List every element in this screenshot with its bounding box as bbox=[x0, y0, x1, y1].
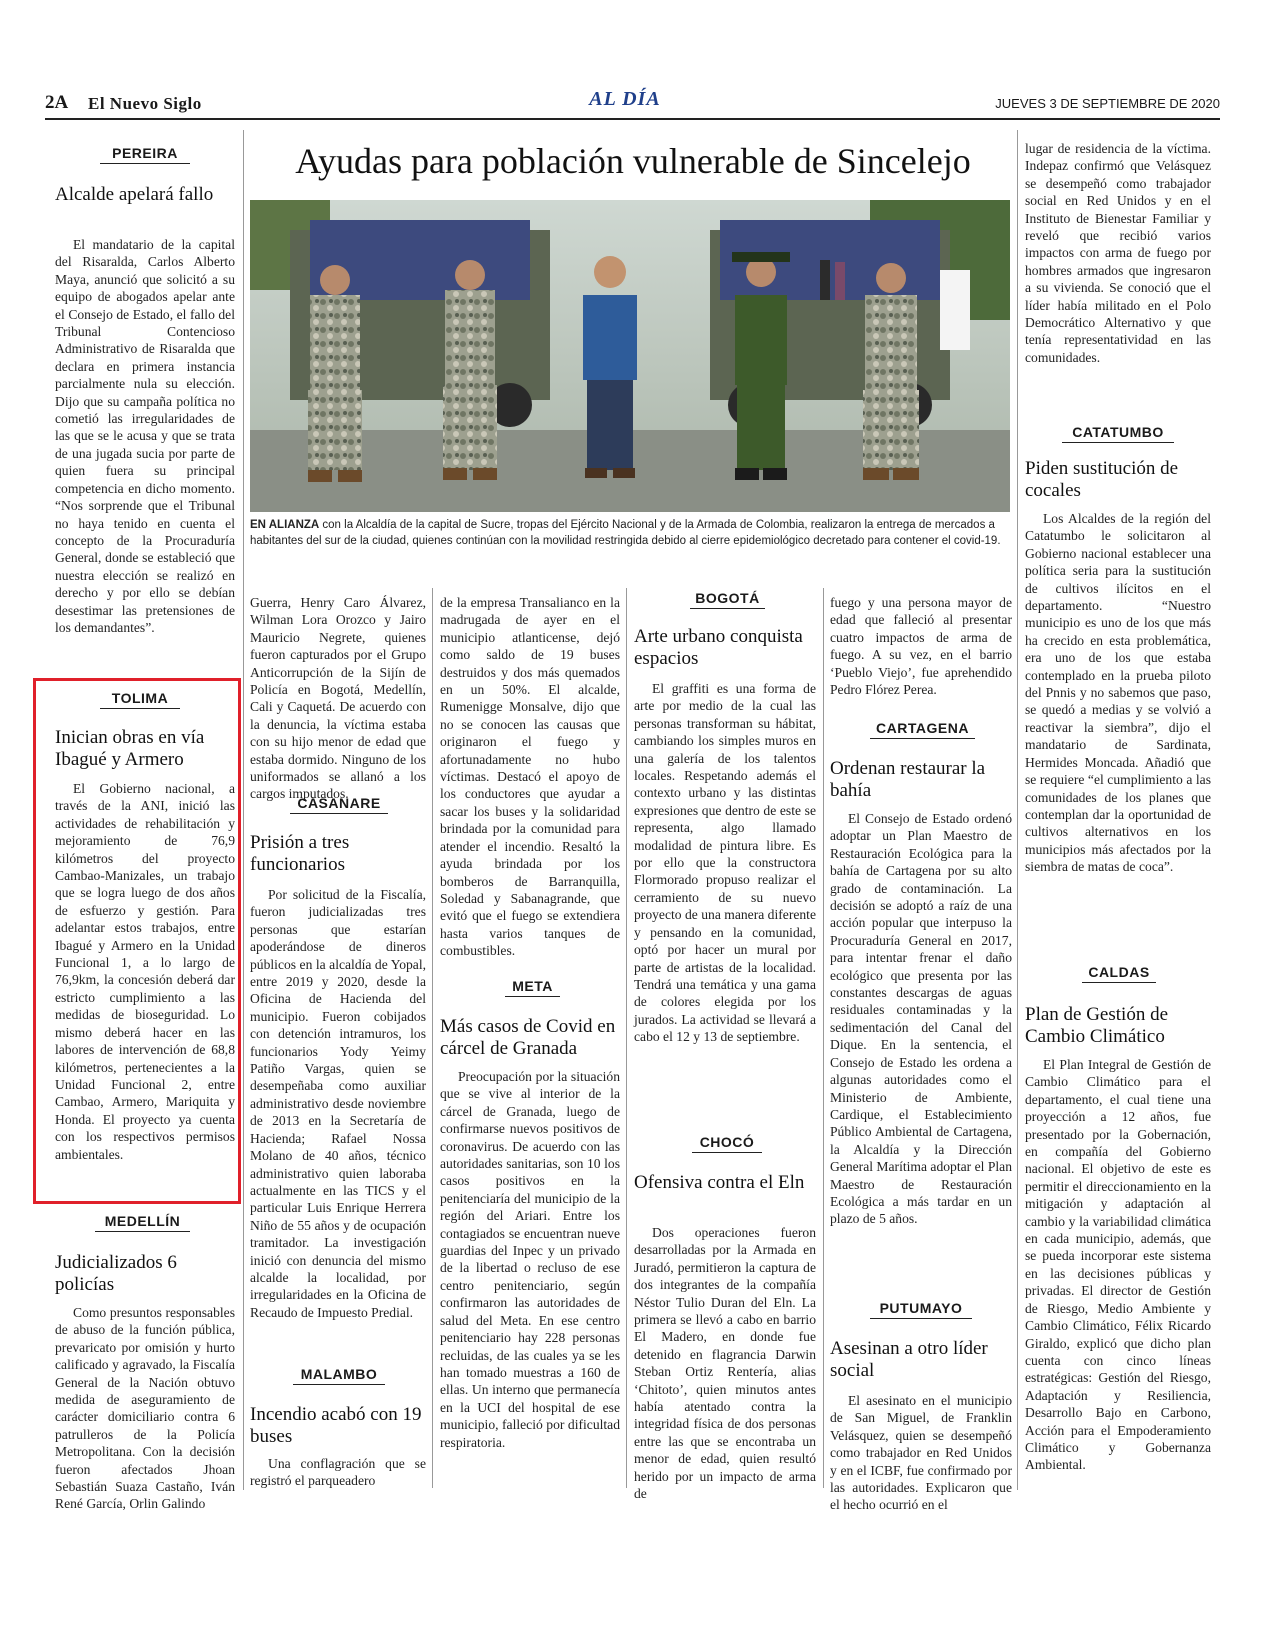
caption-lead: EN ALIANZA bbox=[250, 519, 320, 531]
photo-caption bbox=[250, 518, 1010, 549]
kicker-putumayo: PUTUMAYO bbox=[870, 1300, 972, 1319]
body-caldas: El Plan Integral de Gestión de Cambio Climático para el departamento, el cual tiene una proyección a 12 años, fue presentado por la Gobernación, en compañía del Gobierno nacional. El objetivo de este es permitir el direccionamiento en la mitigación y adaptación al cambio y la variabilidad climática en cada municipio, además, que se pueda incorporar este sistema en las decisiones públicas y privadas. El director de Gestión de Riesgo, Medio Ambiente y Cambio Climático, Félix Ricardo Giraldo, explicó que dicho plan cuenta con cinco líneas estratégicas: Gestión del Riesgo, Adaptación y Resiliencia, Desarrollo Bajo en Carbono, Acción para el Empoderamiento Climático y Gobernanza Ambiental. bbox=[1025, 1057, 1211, 1473]
body-casanare: Por solicitud de la Fiscalía, fueron judicializadas tres personas que estarían apoderándose de dineros públicos en la alcaldía de Yopal, entre 2019 y 2020, desde la Oficina de Hacienda del municipio. Fueron cobijados con detención intramuros, los funcionarios Yody Yeimy Patiño Vargas, quien se desempeñaba como auxiliar administrativo desde noviembre de 2013 en la Secretaría de Hacienda; Rafael Nossa Molano de 40 años, técnico administrativo quien laboraba actualmente en las TICS y el particular Luis Enrique Herrera Niño de 55 años y de ocupación tramitador. La investigación inició con denuncia del mismo alcalde la localidad, por irregularidades en la Oficina de Recaudo de Impuesto Predial. bbox=[250, 887, 426, 1320]
body-bogota: El graffiti es una forma de arte por medio de la cual las personas transforman su hábitat, cambiando los simples muros en una galería de los talentos locales. Respetando además el contexto urbano y las distintas expresiones que dentro de este se representa, algo llamado modalidad de pintura libre. Es por ello que la constructora Flormorado propuso realizar el cerramiento de su nuevo proyecto de una manera diferente y pensando en la comunidad, optó por hacer un mural por parte de artistas de la localidad. Tendrá una temática y una gama de colores elegida por los jurados. La actividad se llevará a cabo el 12 y 13 de septiembre. bbox=[634, 681, 816, 1045]
page-number: 2A bbox=[45, 92, 69, 113]
body-putumayo: El asesinato en el municipio de San Miguel, de Franklin Velásquez, quien se desempeñó como trabajador en Red Unidos y en el ICBF, fue confirmado por las autoridades. Explicaron que el hecho ocurrió en el bbox=[830, 1393, 1012, 1513]
main-photo bbox=[250, 200, 1010, 512]
headline-meta: Más casos de Covid en cárcel de Granada bbox=[440, 1016, 616, 1059]
body-medellin-continued: Guerra, Henry Caro Álvarez, Wilman Lora Orozco y Jairo Mauricio Negrete, quienes fueron capturados por el Grupo Anticorrupción de la Sijín de Policía en Bogotá, Medellín, Cali y Caquetá. De acuerdo con la denuncia, la víctima estaba con su hijo menor de edad que estaba dormido. Ninguno de los uniformados se allanó a los cargos imputados. bbox=[250, 595, 426, 802]
headline-catatumbo: Piden sustitución de cocales bbox=[1025, 458, 1179, 501]
headline-cartagena: Ordenan restaurar la bahía bbox=[830, 758, 986, 801]
body-catatumbo: Los Alcaldes de la región del Catatumbo le solicitaron al Gobierno nacional establecer una política seria para la sustitución de cultivos ilícitos en el departamento. “Nuestro municipio es uno de los que más ha crecido en esta problemática, era uno de los que estaba contemplado en la prueba piloto del Pnnis y no sabemos que paso, se quedó a medias y se volvió a reactivar la siembra”, dijo el mandatario de Sardinata, Hermides Moncada. Añadió que se requiere “el cumplimiento a las comunidades de los planes que contemplan dar la oportunidad de cultivos alternativos en los municipios más afectados por la siembra de matas de coca”. bbox=[1025, 511, 1211, 875]
body-choco: Dos operaciones fueron desarrolladas por la Armada en Juradó, permitieron la captura de dos integrantes de la compañía Néstor Tulio Duran del Eln. La primera se llevó a cabo en barrio El Madero, en donde fue detenido en flagrancia Darwin Steban Ortiz Rentería, alias ‘Chitoto’, quien minutos antes había atentado contra la integridad física de dos personas entre las que se encontraba un menor de edad, quien resultó herido por un impacto de arma de bbox=[634, 1225, 816, 1502]
newspaper-name: El Nuevo Siglo bbox=[88, 94, 202, 113]
body-malambo-continued: de la empresa Transalianco en la madrugada de ayer en el municipio atlanticense, dejó como saldo de 19 buses destruidos y dos más quemados en un 50%. El alcalde, Rumenigge Monsalve, dijo que no se conocen las causas que originaron el fuego y afortunadamente no hubo víctimas. Destacó el apoyo de los conductores que ayudar a sacar los buses y la solidaridad brindada por la comunidad para atender el incendio. Resaltó la ayuda brindada por los bomberos de Barranquilla, Soledad y Sabanagrande, que evitó que el fuego se extendiera hasta varios tanques de combustibles. bbox=[440, 595, 620, 959]
headline-casanare: Prisión a tres funcionarios bbox=[250, 832, 350, 875]
body-pereira: El mandatario de la capital del Risaralda, Carlos Alberto Maya, anunció que solicitó a su equipo de abogados apelar ante el Consejo de Estado, el fallo del Tribunal Contencioso Administrativo de Risaralda que declara en primera instancia parcialmente nula su elección. Dijo que su campaña política no cometió las irregularidades de las que se le acusa y que se trata de una jugada sucia por parte de quien fuera su principal competencia en dicho momento. “Nos sorprende que el Tribunal no haya tenido en cuenta el concepto de la Procuraduría General, donde se estableció que nuestra elección se realizó en derecho y por ello se debían desestimar las pretensiones de los demandantes”. bbox=[55, 237, 235, 635]
caption-text: con la Alcaldía de la capital de Sucre, tropas del Ejército Nacional y de la Armada de Colombia, realizaron la entrega de mercados a habitantes del sur de la ciudad, quienes continúan con la movilidad restringida debido al cierre epidemiológico decretado para contener el covid-19. bbox=[250, 519, 1001, 547]
headline-medellin: Judicializados 6 policías bbox=[55, 1252, 177, 1295]
headline-pereira: Alcalde apelará fallo bbox=[55, 184, 214, 205]
kicker-medellin: MEDELLÍN bbox=[95, 1213, 190, 1232]
kicker-choco: CHOCÓ bbox=[692, 1134, 762, 1153]
issue-date: JUEVES 3 DE SEPTIEMBRE DE 2020 bbox=[995, 96, 1220, 111]
headline-tolima: Inician obras en vía Ibagué y Armero bbox=[55, 727, 205, 770]
column-divider bbox=[626, 588, 627, 1488]
kicker-catatumbo: CATATUMBO bbox=[1062, 424, 1174, 443]
column-divider bbox=[823, 588, 824, 1488]
kicker-bogota: BOGOTÁ bbox=[690, 590, 765, 609]
kicker-cartagena: CARTAGENA bbox=[870, 720, 975, 739]
body-medellin: Como presuntos responsables de abuso de la función pública, prevaricato por omisión y hurto calificado y agravado, la Fiscalía General de la Nación obtuvo medida de aseguramiento de carácter domiciliario contra 6 patrulleros de la Policía Metropolitana. Con la decisión fueron afectados Jhoan Sebastián Suaza Castaño, Iván René García, Orlin Galindo bbox=[55, 1305, 235, 1512]
person-soldier-3 bbox=[863, 263, 919, 480]
masthead-rule bbox=[45, 118, 1220, 120]
kicker-casanare: CASANARE bbox=[290, 795, 388, 814]
body-meta: Preocupación por la situación que se vive al interior de la cárcel de Granada, luego de confirmarse nuevos positivos de coronavirus. De acuerdo con las autoridades sanitarias, son 10 los casos positivos en la penitenciaría del municipio de la región del Ariari. Entre los contagiados se encuentran nueve guardias del Inpec y un privado de la libertad o recluso de ese centro penitenciario, según confirmaron las autoridades de salud del Meta. En ese centro penitenciario hay 228 personas recluidas, de las cuales ya se les han tomado muestras a 160 de ellas. Un interno que permanecía en la UCI del hospital de ese municipio, falleció por dificultad respiratoria. bbox=[440, 1069, 620, 1450]
person-soldier-2 bbox=[443, 260, 497, 480]
section-title: AL DÍA bbox=[589, 88, 661, 110]
column-divider bbox=[243, 130, 244, 1490]
body-choco-continued: fuego y una persona mayor de edad que falleció al presentar cuatro impactos de arma de fuego. A su vez, en el barrio ‘Pueblo Viejo’, fue aprehendido Pedro Flórez Perea. bbox=[830, 595, 1012, 698]
column-divider bbox=[432, 588, 433, 1488]
soldiers-photo-illustration bbox=[250, 200, 1010, 512]
kicker-tolima: TOLIMA bbox=[100, 690, 180, 709]
body-tolima: El Gobierno nacional, a través de la ANI, inició las actividades de rehabilitación y mejoramiento de 76,9 kilómetros del proyecto Cambao-Manizales, un trabajo que se logra luego de dos años de esfuerzo y gestión. Para adelantar estos trabajos, entre Ibagué y Armero en la Unidad Funcional 1, a lo largo de 76,9km, la concesión deberá dar estricto cumplimiento a las medidas de bioseguridad. Lo mismo deberá hacer en las labores de intervención de 68,8 kilómetros, pertenecientes a la Unidad Funcional 2, entre Cambao, Armero, Mariquita y Honda. El proyecto ya cuenta con los respectivos permisos ambientales. bbox=[55, 781, 235, 1162]
headline-choco: Ofensiva contra el Eln bbox=[634, 1172, 805, 1193]
main-headline: Ayudas para población vulnerable de Sincelejo bbox=[295, 141, 971, 181]
headline-bogota: Arte urbano conquista espacios bbox=[634, 626, 803, 669]
headline-caldas: Plan de Gestión de Cambio Climático bbox=[1025, 1004, 1169, 1047]
kicker-caldas: CALDAS bbox=[1082, 964, 1156, 983]
kicker-pereira: PEREIRA bbox=[100, 145, 190, 164]
body-malambo: Una conflagración que se registró el parqueadero bbox=[250, 1456, 426, 1489]
person-soldier-1 bbox=[308, 265, 362, 482]
body-putumayo-continued: lugar de residencia de la víctima. Indepaz confirmó que Velásquez se desempeñó como trabajador social en Red Unidos y en el Instituto de Bienestar Familiar y reveló que recibió varios impactos con arma de fuego por hombres armados que ingresaron a su vivienda. Se conoció que el líder había militado en el Polo Democrático Alternativo y que tenía representatividad en las comunidades. bbox=[1025, 141, 1211, 365]
column-divider bbox=[1017, 130, 1018, 1490]
headline-malambo: Incendio acabó con 19 buses bbox=[250, 1404, 422, 1447]
kicker-meta: META bbox=[505, 978, 560, 997]
headline-putumayo: Asesinan a otro líder social bbox=[830, 1338, 988, 1381]
kicker-malambo: MALAMBO bbox=[293, 1366, 385, 1385]
body-cartagena: El Consejo de Estado ordenó adoptar un Plan Maestro de Restauración Ecológica para la bahía de Cartagena por su alto grado de contaminación. La decisión se adoptó a raíz de una acción popular que interpuso la Procuraduría General en 2017, para intentar frenar el daño ecológico que presenta por las constantes descargas de aguas residuales contaminadas y la sedimentación del Canal del Dique. En la sentencia, el Consejo de Estado les ordena a algunas autoridades como el Ministerio de Ambiente, Cardique, el Establecimiento Público Ambiental de Cartagena, la Alcaldía y la Dirección General Marítima adoptar el Plan Maestro de Restauración Ecológica a más tardar en un plazo de 5 años. bbox=[830, 811, 1012, 1227]
